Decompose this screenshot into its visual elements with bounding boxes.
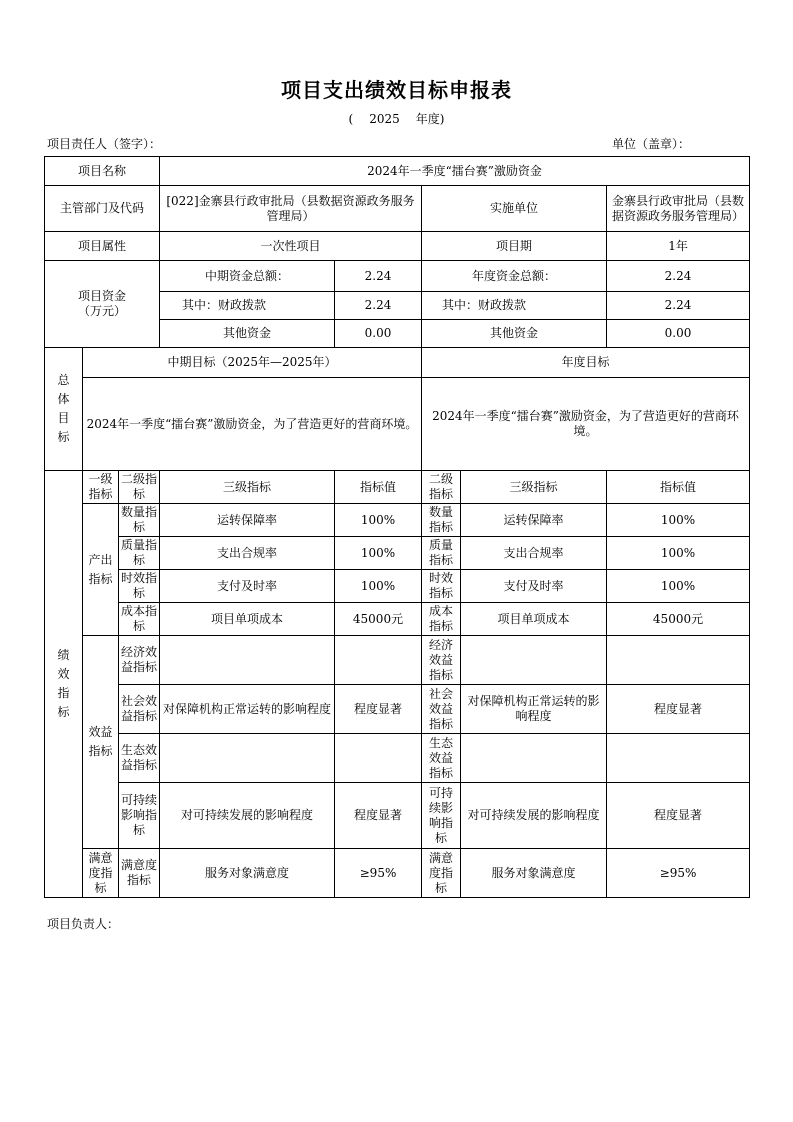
h3-level3-right: 三级指标 [461,471,607,504]
period-value: 1年 [607,232,750,261]
satis-label-left: 满意度指标 [119,849,160,898]
eco-name-left [160,734,335,783]
time-name-right: 支付及时率 [461,570,607,603]
year-line: ( 2025 年度) [348,112,445,126]
cost-label-left: 成本指标 [119,603,160,636]
satis-val-right: ≥95% [607,849,750,898]
qty-label-right: 数量指标 [422,504,461,537]
qual-val-right: 100% [607,537,750,570]
perf-label: 绩效指标 [45,471,83,898]
time-label-left: 时效指标 [119,570,160,603]
sustain-val-left: 程度显著 [335,783,422,849]
year-value: 2025 [369,112,400,126]
impl-label: 实施单位 [422,186,607,232]
qty-val-left: 100% [335,504,422,537]
cost-name-right: 项目单项成本 [461,603,607,636]
qual-name-right: 支出合规率 [461,537,607,570]
sustain-name-left: 对可持续发展的影响程度 [160,783,335,849]
period-label: 项目期 [422,232,607,261]
satis-name-right: 服务对象满意度 [461,849,607,898]
mid-total-label: 中期资金总额： [160,261,335,292]
eco-val-right [607,734,750,783]
econ-val-right [607,636,750,685]
mid-fiscal-value: 2.24 [335,292,422,320]
project-head-label: 项目负责人： [47,917,120,931]
project-name-value: 2024年一季度“擂台赛”激励资金 [160,157,750,186]
mid-total-value: 2.24 [335,261,422,292]
mid-other-label: 其他资金 [160,320,335,348]
year-total-label: 年度资金总额： [422,261,607,292]
social-name-right: 对保障机构正常运转的影响程度 [461,685,607,734]
qual-label-left: 质量指标 [119,537,160,570]
econ-name-left [160,636,335,685]
cost-val-left: 45000元 [335,603,422,636]
sustain-val-right: 程度显著 [607,783,750,849]
econ-val-left [335,636,422,685]
eco-label-left: 生态效益指标 [119,734,160,783]
econ-label-right: 经济效益指标 [422,636,461,685]
mid-goal-text: 2024年一季度“擂台赛”激励资金，为了营造更好的营商环境。 [83,378,422,471]
econ-label-left: 经济效益指标 [119,636,160,685]
eco-val-left [335,734,422,783]
year-total-value: 2.24 [607,261,750,292]
eco-name-right [461,734,607,783]
h2-level2-right: 二级指标 [422,471,461,504]
qual-val-left: 100% [335,537,422,570]
page-title: 项目支出绩效目标申报表 [281,78,512,102]
qty-name-right: 运转保障率 [461,504,607,537]
sustain-name-right: 对可持续发展的影响程度 [461,783,607,849]
year-fiscal-label: 其中：财政拨款 [422,292,607,320]
cost-name-left: 项目单项成本 [160,603,335,636]
qual-name-left: 支出合规率 [160,537,335,570]
social-val-left: 程度显著 [335,685,422,734]
performance-table [44,156,750,898]
qual-label-right: 质量指标 [422,537,461,570]
goal-label: 总体目标 [45,348,83,471]
impl-value: 金寨县行政审批局（县数据资源政务服务管理局） [607,186,750,232]
sustain-label-left: 可持续影响指标 [119,783,160,849]
mid-other-value: 0.00 [335,320,422,348]
eco-label-right: 生态效益指标 [422,734,461,783]
cost-val-right: 45000元 [607,603,750,636]
time-val-left: 100% [335,570,422,603]
social-name-left: 对保障机构正常运转的影响程度 [160,685,335,734]
econ-name-right [461,636,607,685]
benefit-label: 效益指标 [83,636,119,849]
year-other-label: 其他资金 [422,320,607,348]
mid-fiscal-label: 其中：财政拨款 [160,292,335,320]
satis-name-left: 服务对象满意度 [160,849,335,898]
responsible-label: 项目责任人（签字）： [47,137,162,151]
year-goal-text: 2024年一季度“擂台赛”激励资金，为了营造更好的营商环境。 [422,378,750,471]
social-label-right: 社会效益指标 [422,685,461,734]
qty-val-right: 100% [607,504,750,537]
dept-value: [022]金寨县行政审批局（县数据资源政务服务管理局） [160,186,422,232]
time-label-right: 时效指标 [422,570,461,603]
output-label: 产出指标 [83,504,119,636]
project-name-label: 项目名称 [45,157,160,186]
social-val-right: 程度显著 [607,685,750,734]
fund-label: 项目资金（万元） [45,261,160,348]
year-fiscal-value: 2.24 [607,292,750,320]
year-other-value: 0.00 [607,320,750,348]
year-goal-header: 年度目标 [422,348,750,378]
h1-level1: 一级指标 [83,471,119,504]
attr-label: 项目属性 [45,232,160,261]
qty-name-left: 运转保障率 [160,504,335,537]
satisfaction-label: 满意度指标 [83,849,119,898]
satis-label-right: 满意度指标 [422,849,461,898]
mid-goal-header: 中期目标（2025年—2025年） [83,348,422,378]
attr-value: 一次性项目 [160,232,422,261]
h2-level2-left: 二级指标 [119,471,160,504]
satis-val-left: ≥95% [335,849,422,898]
social-label-left: 社会效益指标 [119,685,160,734]
sustain-label-right: 可持续影响指标 [422,783,461,849]
hv-value-left: 指标值 [335,471,422,504]
dept-label: 主管部门及代码 [45,186,160,232]
h3-level3-left: 三级指标 [160,471,335,504]
time-val-right: 100% [607,570,750,603]
unit-label: 单位（盖章）： [612,137,691,151]
qty-label-left: 数量指标 [119,504,160,537]
hv-value-right: 指标值 [607,471,750,504]
cost-label-right: 成本指标 [422,603,461,636]
time-name-left: 支付及时率 [160,570,335,603]
